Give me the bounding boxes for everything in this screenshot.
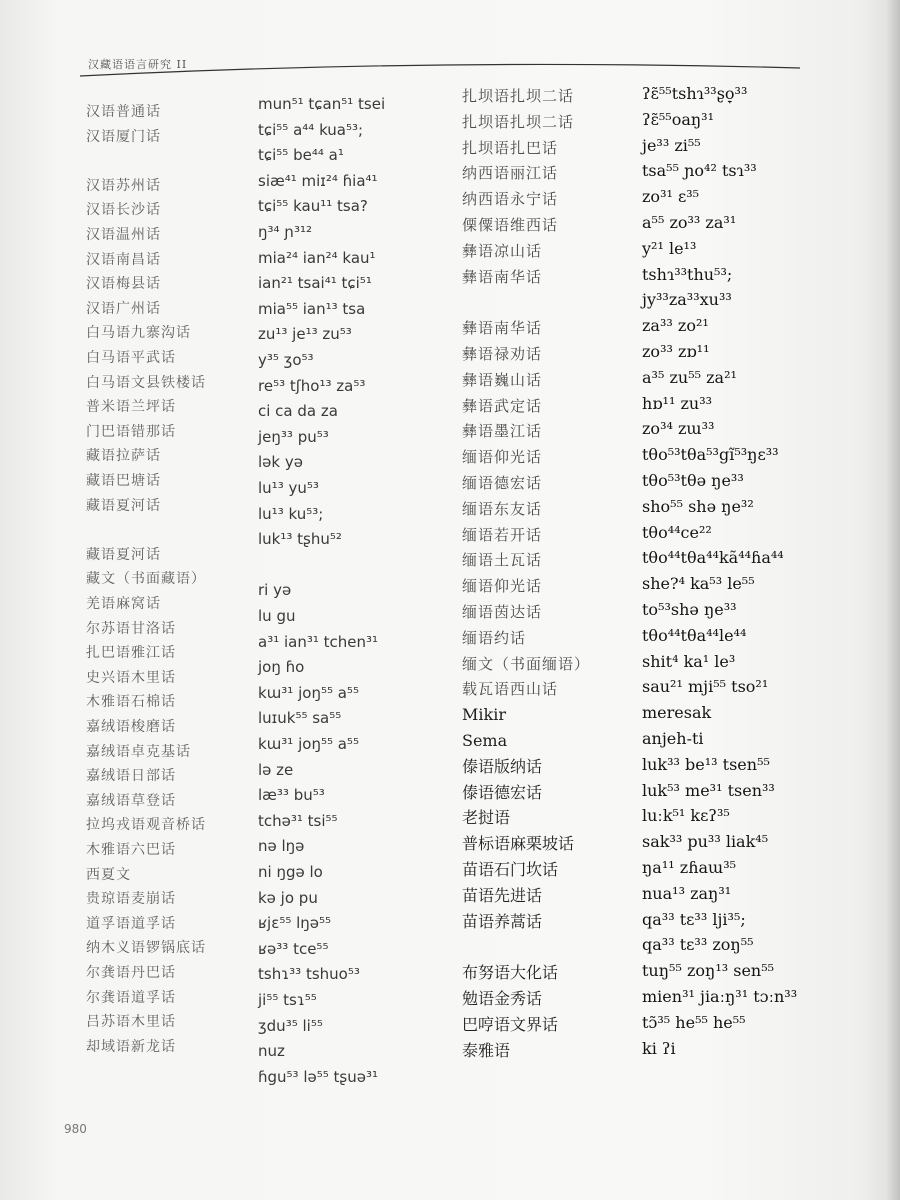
list-item: she?⁴ ka⁵³ le⁵⁵: [642, 574, 755, 594]
list-item: 彝语南华话: [462, 319, 543, 338]
list-item: siæ⁴¹ miɪ²⁴ ɦia⁴¹: [258, 171, 378, 190]
list-item: 藏语巴塘话: [86, 473, 161, 489]
list-item: 缅语东友话: [462, 499, 543, 518]
list-item: ji⁵⁵ tsɿ⁵⁵: [258, 991, 317, 1009]
list-item: 西夏文: [86, 866, 131, 883]
list-item: tshɿ³³ tshuo⁵³: [258, 965, 360, 984]
list-item: luk⁵³ me³¹ tsen³³: [642, 780, 775, 800]
list-item: ri yə: [258, 581, 292, 600]
list-item: luk¹³ tʂhu⁵²: [258, 530, 342, 549]
list-item: 木雅语石棉话: [86, 694, 176, 711]
list-item: 苗语石门坎话: [462, 860, 559, 879]
list-item: 扎巴语雅江话: [86, 645, 176, 662]
list-item: 扎坝语扎坝二话: [462, 87, 575, 105]
list-item: je³³ zi⁵⁵: [642, 135, 701, 155]
list-item: 汉语温州话: [86, 227, 161, 243]
list-item: 汉语梅县话: [86, 276, 161, 293]
list-item: 汉语普通话: [86, 104, 161, 120]
list-item: 木雅语六巴话: [86, 842, 176, 858]
list-item: mien³¹ jiaːŋ³¹ tɔːn³³: [642, 987, 798, 1006]
list-item: tɕi⁵⁵ be⁴⁴ a¹: [258, 146, 344, 165]
list-item: sho⁵⁵ shə ŋe³²: [642, 496, 754, 516]
list-item: 史兴语木里话: [86, 669, 176, 686]
list-item: ci ca da za: [258, 402, 338, 421]
list-item: kɯ³¹ joŋ⁵⁵ a⁵⁵: [258, 683, 359, 702]
list-item: lu¹³ ku⁵³;: [258, 504, 324, 523]
list-item: 彝语武定话: [462, 396, 543, 415]
list-item: a³¹ ian³¹ tchen³¹: [258, 632, 379, 651]
list-item: y²¹ le¹³: [642, 238, 697, 258]
list-item: 羌语麻窝话: [86, 596, 161, 612]
list-item: ʁə³³ tce⁵⁵: [258, 939, 329, 958]
list-item: 缅语若开话: [462, 525, 543, 544]
list-item: ian²¹ tsai⁴¹ tɕi⁵¹: [258, 274, 372, 293]
list-item: 傣语版纳话: [462, 756, 543, 776]
list-item: shit⁴ ka¹ le³: [642, 651, 736, 671]
running-header: 汉藏语语言研究 II: [88, 58, 188, 71]
list-item: 嘉绒语卓克基话: [86, 743, 191, 760]
list-item: lə ze: [258, 760, 294, 779]
list-item: 道孚语道孚话: [86, 915, 176, 932]
list-item: hɒ¹¹ zu³³: [642, 393, 713, 413]
list-item: y³⁵ ʒo⁵³: [258, 351, 314, 369]
list-item: nə lŋə: [258, 837, 305, 856]
list-item: tθo⁵³tθə ŋe³³: [642, 471, 744, 490]
list-item: nuz: [258, 1042, 285, 1061]
list-item: tɕi⁵⁵ kau¹¹ tsa?: [258, 197, 368, 216]
list-item: 吕苏语木里话: [86, 1014, 176, 1031]
list-item: 缅语仰光话: [462, 448, 543, 467]
list-item: tɕi⁵⁵ a⁴⁴ kua⁵³;: [258, 120, 364, 139]
list-item: 普标语麻栗坡话: [462, 834, 575, 854]
list-item: 藏语夏河话: [86, 497, 161, 514]
list-item: 尔苏语甘洛话: [86, 620, 176, 637]
list-item: 汉语长沙话: [86, 202, 161, 219]
list-item: 彝语墨江话: [462, 422, 543, 441]
list-item: ʁjɛ⁵⁵ lŋə⁵⁵: [258, 914, 332, 933]
list-item: Mikir: [462, 705, 506, 725]
list-item: 汉语广州话: [86, 300, 161, 317]
list-item: 贵琼语麦崩话: [86, 891, 176, 908]
list-item: ki ʔi: [642, 1038, 676, 1058]
list-item: 却域语新龙话: [86, 1038, 176, 1055]
list-item: tsa⁵⁵ ɲo⁴² tsɿ³³: [642, 161, 757, 181]
list-item: 拉坞戎语观音桥话: [86, 817, 206, 834]
list-item: a⁵⁵ zo³³ za³¹: [642, 213, 737, 232]
list-item: 泰雅语: [462, 1040, 511, 1060]
list-item: 纳西语丽江话: [462, 164, 559, 183]
list-item: 藏语拉萨话: [86, 448, 161, 465]
list-item: anjeh-ti: [642, 729, 704, 748]
list-item: zo³³ zɒ¹¹: [642, 342, 710, 361]
page-number: 980: [64, 1122, 87, 1136]
list-item: 缅语土瓦话: [462, 551, 543, 570]
list-item: 布努语大化话: [462, 963, 559, 983]
list-item: luk³³ be¹³ tsen⁵⁵: [642, 754, 770, 774]
list-item: 白马语平武话: [86, 350, 176, 366]
list-item: 彝语南华话: [462, 267, 543, 286]
list-item: kɯ³¹ joŋ⁵⁵ a⁵⁵: [258, 735, 359, 753]
list-item: Sema: [462, 731, 508, 750]
list-item: 白马语文县铁楼话: [86, 374, 206, 391]
list-item: 藏文（书面藏语）: [86, 571, 206, 588]
list-item: 嘉绒语日部话: [86, 768, 176, 785]
list-item: zo³⁴ zɯ³³: [642, 419, 715, 439]
list-item: 扎坝语扎巴话: [462, 138, 559, 157]
list-item: qa³³ tɛ³³ zoŋ⁵⁵: [642, 935, 754, 955]
list-item: 纳西语永宁话: [462, 190, 559, 209]
list-item: 缅语约话: [462, 628, 527, 647]
list-item: 苗语养蒿话: [462, 911, 543, 931]
list-item: ni ŋgə lo: [258, 863, 323, 881]
list-item: 汉语厦门话: [86, 128, 161, 145]
list-item: mia⁵⁵ ian¹³ tsa: [258, 299, 366, 318]
list-item: tchə³¹ tsi⁵⁵: [258, 811, 338, 830]
list-item: 勉语金秀话: [462, 989, 543, 1008]
list-item: 尔龚语丹巴话: [86, 965, 176, 981]
list-item: kə jo pu: [258, 888, 318, 907]
list-item: zo³¹ ɛ³⁵: [642, 187, 700, 207]
list-item: lu¹³ yu⁵³: [258, 479, 319, 497]
list-item: 嘉绒语梭磨话: [86, 719, 176, 735]
list-item: mia²⁴ ian²⁴ kau¹: [258, 248, 376, 267]
list-item: 尔龚语道孚话: [86, 989, 176, 1006]
list-item: tuŋ⁵⁵ zoŋ¹³ sen⁵⁵: [642, 961, 775, 981]
list-item: læ³³ bu⁵³: [258, 786, 325, 805]
list-item: to⁵³shə ŋe³³: [642, 600, 737, 619]
list-item: tɔ̃³⁵ he⁵⁵ he⁵⁵: [642, 1012, 746, 1032]
list-item: 汉语苏州话: [86, 177, 161, 194]
list-item: sak³³ pu³³ liak⁴⁵: [642, 832, 769, 852]
list-item: ŋ³⁴ ɲ³¹²: [258, 223, 313, 241]
list-item: tθo⁴⁴tθa⁴⁴kã⁴⁴ɦa⁴⁴: [642, 548, 784, 568]
list-item: 门巴语错那话: [86, 423, 176, 440]
list-item: 汉语南昌话: [86, 251, 161, 268]
list-item: 彝语凉山话: [462, 241, 543, 260]
list-item: ʔɛ̃⁵⁵oaŋ³¹: [642, 109, 714, 129]
list-item: ʔɛ̃⁵⁵tshɿ³³ʂo̞³³: [642, 84, 748, 103]
list-item: luːk⁵¹ kɛʔ³⁵: [642, 806, 730, 826]
list-item: 藏语夏河话: [86, 546, 161, 563]
list-item: mun⁵¹ tɕan⁵¹ tsei: [258, 95, 386, 113]
list-item: 缅语茵达话: [462, 603, 543, 621]
list-item: 载瓦语西山话: [462, 680, 559, 699]
list-item: 纳木义语锣锅底话: [86, 940, 206, 957]
list-item: nua¹³ zaŋ³¹: [642, 883, 732, 903]
list-item: lu gu: [258, 607, 296, 625]
list-item: qa³³ tɛ³³ lji³⁵;: [642, 909, 746, 929]
list-item: 普米语兰坪话: [86, 399, 176, 416]
list-item: 苗语先进话: [462, 885, 543, 905]
list-item: 缅语德宏话: [462, 474, 543, 492]
page-edge-shadow: [886, 0, 900, 1200]
list-item: sau²¹ mji⁵⁵ tso²¹: [642, 677, 769, 697]
list-item: tθo⁵³tθa⁵³gĩ⁵³ŋɛ³³: [642, 445, 779, 465]
list-item: 缅文（书面缅语）: [462, 654, 591, 673]
list-item: tθo⁴⁴ce²²: [642, 522, 712, 542]
list-item: 白马语九寨沟话: [86, 325, 191, 342]
list-item: 缅语仰光话: [462, 577, 543, 596]
list-item: 彝语禄劝话: [462, 345, 543, 363]
list-item: tθo⁴⁴tθa⁴⁴le⁴⁴: [642, 625, 747, 645]
list-item: 傈僳语维西话: [462, 216, 559, 234]
list-item: za³³ zo²¹: [642, 316, 709, 336]
list-item: jeŋ³³ pu⁵³: [258, 427, 329, 446]
list-item: 扎坝语扎坝二话: [462, 112, 575, 131]
list-item: 彝语巍山话: [462, 370, 543, 389]
list-item: 巴哼语文界话: [462, 1014, 559, 1034]
list-item: zu¹³ je¹³ zu⁵³: [258, 325, 352, 344]
list-item: lək yə: [258, 453, 303, 472]
list-item: tshɿ³³thu⁵³;: [642, 264, 733, 284]
list-item: 老挝语: [462, 808, 511, 828]
list-item: re⁵³ tʃho¹³ za⁵³: [258, 376, 366, 395]
list-item: 嘉绒语草登话: [86, 792, 176, 809]
list-item: ɦgu⁵³ lə⁵⁵ tʂuə³¹: [258, 1067, 378, 1086]
list-item: joŋ ɦo: [258, 658, 305, 677]
list-item: 傣语德宏话: [462, 782, 543, 802]
list-item: meresak: [642, 703, 712, 723]
list-item: ʒdu³⁵ li⁵⁵: [258, 1016, 323, 1035]
list-item: ŋa¹¹ zɦaɯ³⁵: [642, 858, 737, 877]
list-item: luɪuk⁵⁵ sa⁵⁵: [258, 709, 342, 728]
list-item: a³⁵ zu⁵⁵ za²¹: [642, 367, 737, 387]
list-item: jy³³za³³xu³³: [642, 290, 732, 310]
